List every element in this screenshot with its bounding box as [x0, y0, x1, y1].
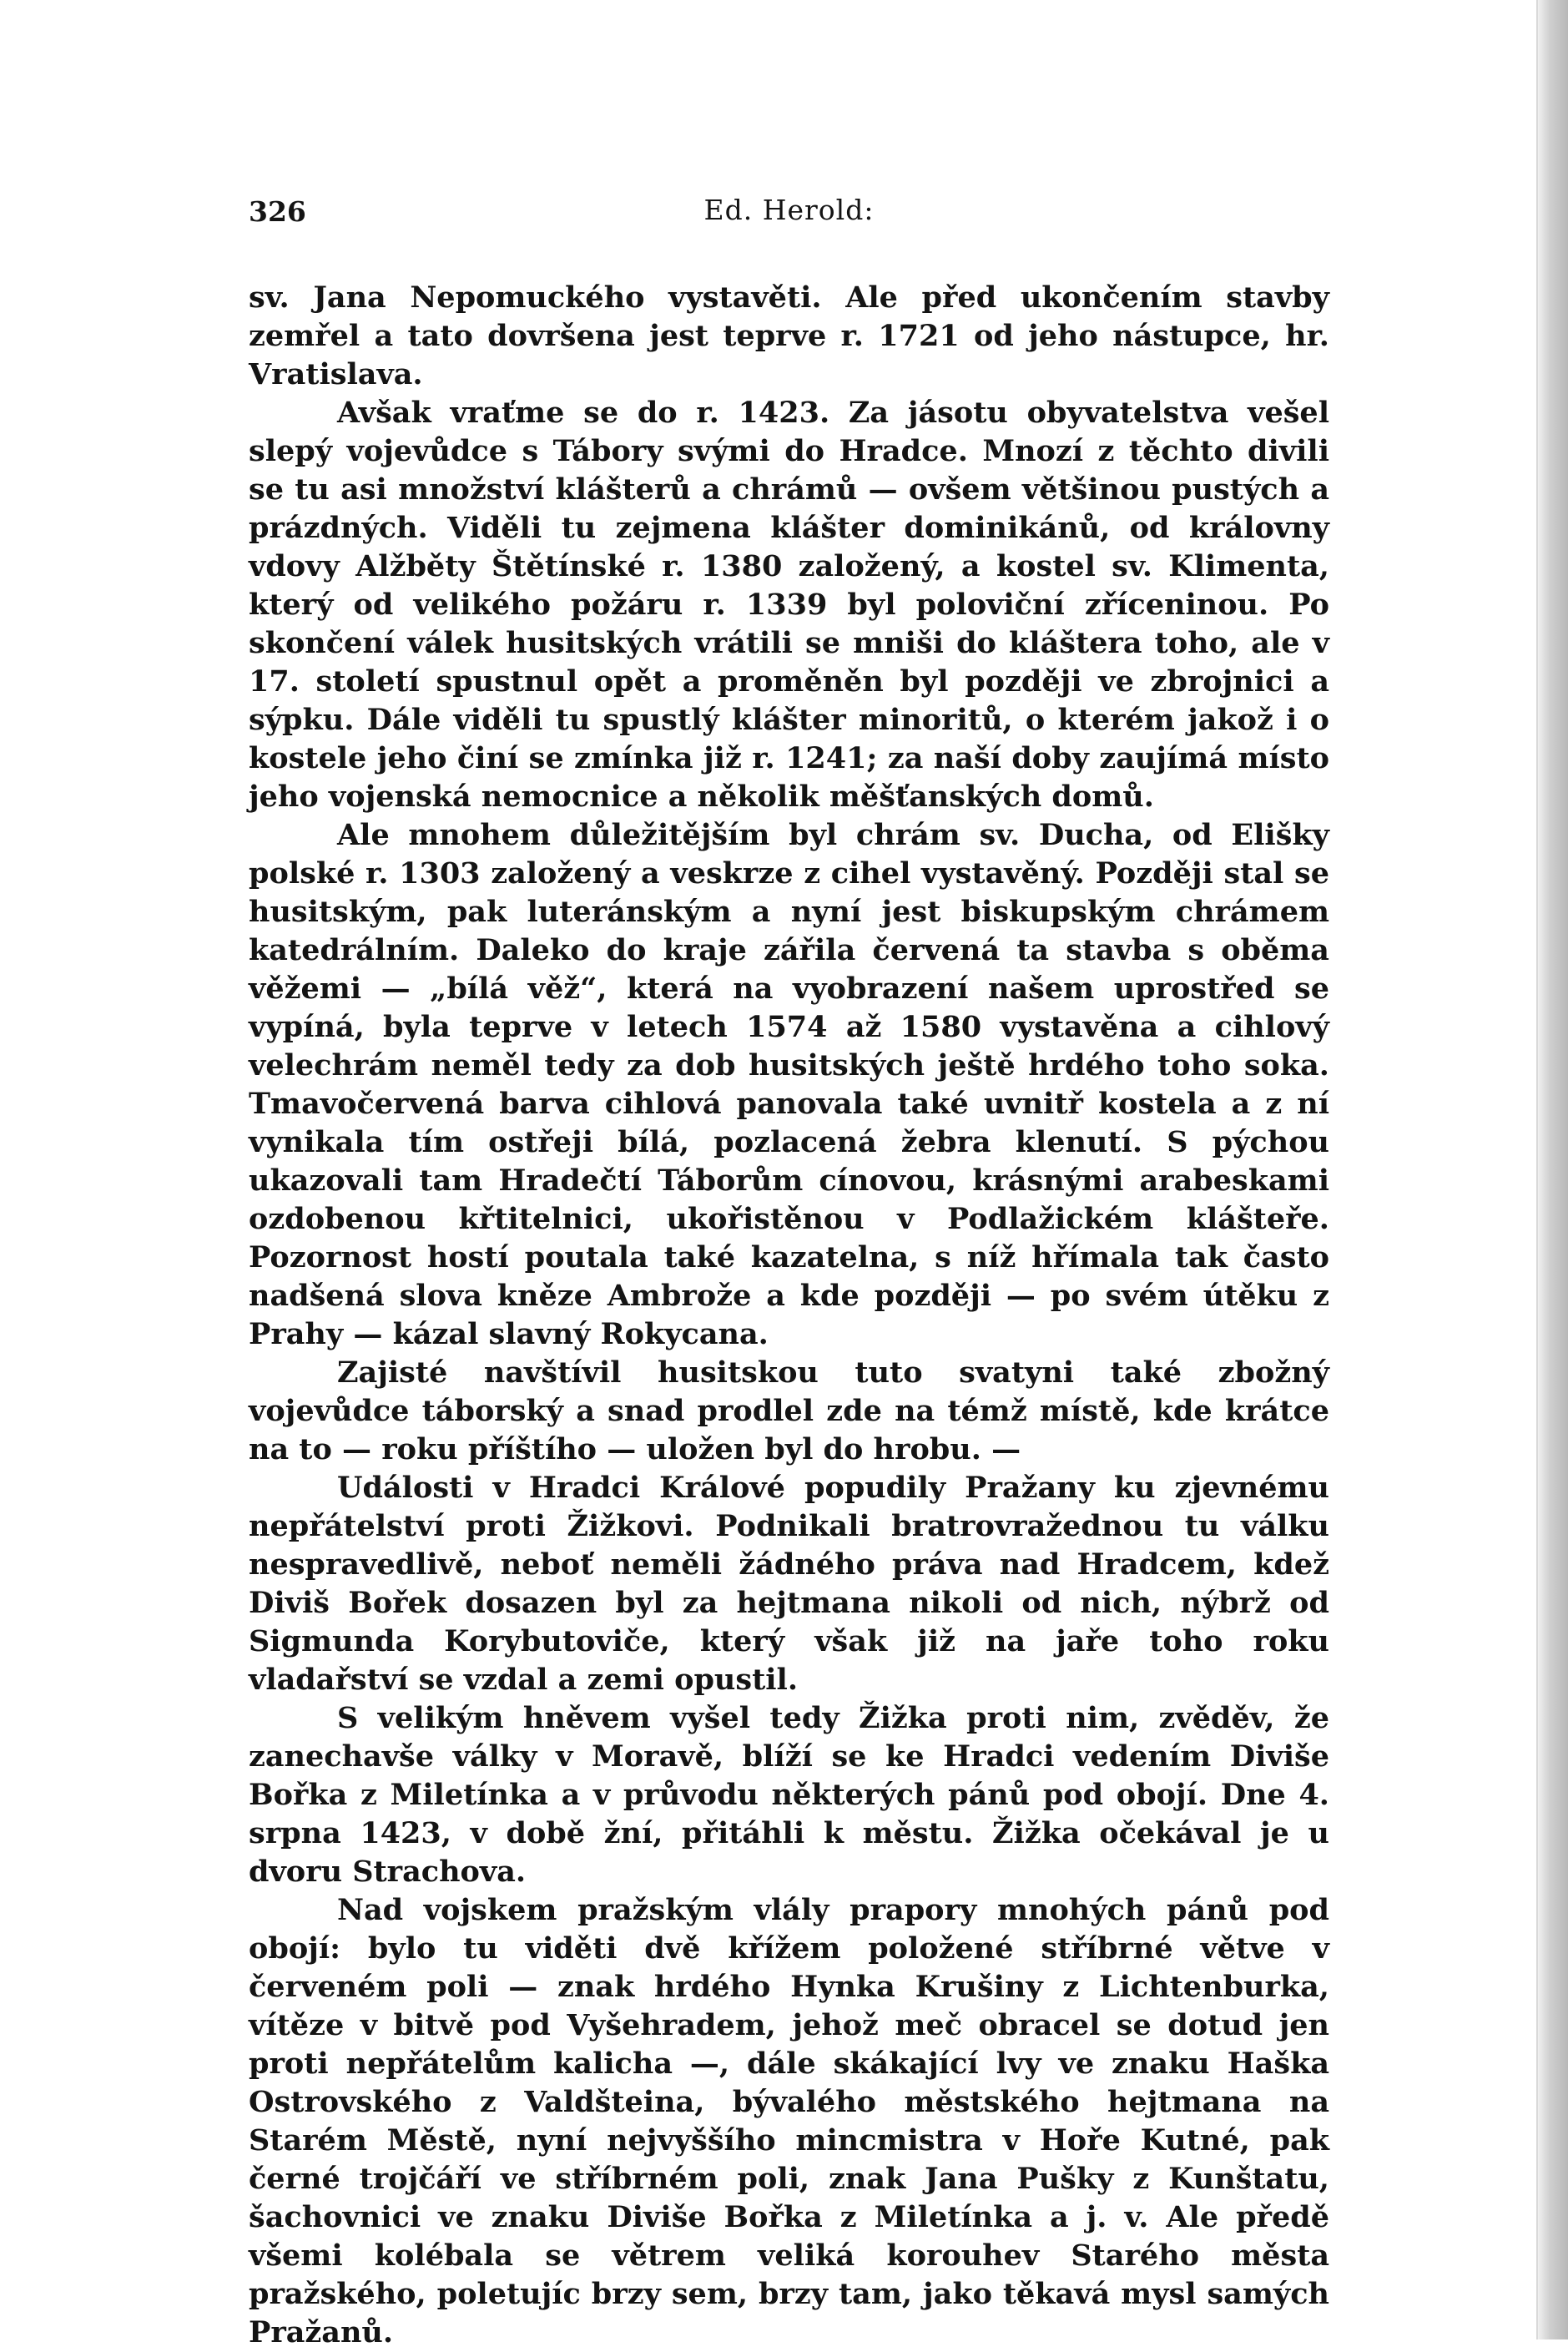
paragraph-7: Nad vojskem pražským vlály prapory mnohých pánů pod obojí: bylo tu viděti dvě křížem položené stříbrné větve v červeném poli — znak hrdého Hynka Krušiny z Lichtenburka, vítěze v bitvě pod Vyšehradem, jehož meč obracel se dotud jen proti nepřátelům kalicha —, dále skákající lvy ve znaku Haška Ostrovského z Valdšteina, bývalého městského hejtmana na Starém Městě, nyní nejvyššího mincmistra v Hoře Kutné, pak černé trojčáří ve stříbrném poli, znak Jana Pušky z Kunštatu, šachovnici ve znaku Diviše Bořka z Miletínka a j. v. Ale předě všemi kolébala se větrem veliká korouhev Starého města pražského, poletujíc brzy sem, brzy tam, jako těkavá mysl samých Pražanů.	[249, 1893, 1329, 2349]
paragraph-1: sv. Jana Nepomuckého vystavěti. Ale před ukončením stavby zemřel a tato dovršena jest teprve r. 1721 od jeho nástupce, hr. Vratislava.	[249, 280, 1329, 391]
page-header	[249, 190, 1329, 240]
paragraph-2: Avšak vraťme se do r. 1423. Za jásotu obyvatelstva vešel slepý vojevůdce s Tábory svými do Hradce. Mnozí z těchto divili se tu asi množství klášterů a chrámů — ovšem většinou pustých a prázdných. Viděli tu zejmena klášter dominikánů, od královny vdovy Alžběty Štětínské r. 1380 založený, a kostel sv. Klimenta, který od velikého požáru r. 1339 byl poloviční zříceninou. Po skončení válek husitských vrátili se mniši do kláštera toho, ale v 17. století spustnul opět a proměněn byl později ve zbrojnici a sýpku. Dále viděli tu spustlý klášter minoritů, o kterém jakož i o kostele jeho činí se zmínka již r. 1241; za naší doby zaujímá místo jeho vojenská nemocnice a několik měšťanských domů.	[249, 396, 1329, 814]
book-page	[249, 190, 1329, 2352]
running-head: Ed. Herold:	[703, 194, 875, 226]
paragraph-3: Ale mnohem důležitějším byl chrám sv. Ducha, od Elišky polské r. 1303 založený a veskrze z cihel vystavěný. Později stal se husitským, pak luteránským a nyní jest biskupským chrámem katedrálním. Daleko do kraje zářila červená ta stavba s oběma věžemi — „bílá věž“, která na vyobrazení našem uprostřed se vypíná, byla teprve v letech 1574 až 1580 vystavěna a cihlový velechrám neměl tedy za dob husitských ještě hrdého toho soka. Tmavočervená barva cihlová panovala také uvnitř kostela a z ní vynikala tím ostřeji bílá, pozlacená žebra klenutí. S pýchou ukazovali tam Hradečtí Táborům cínovou, krásnými arabeskami ozdobenou křtitelnici, ukořistěnou v Podlažickém klášteře. Pozornost hostí poutala také kazatelna, s níž hřímala tak často nadšená slova kněze Ambrože a kde později — po svém útěku z Prahy — kázal slavný Rokycana.	[249, 818, 1329, 1351]
paragraph-4: Zajisté navštívil husitskou tuto svatyni také zbožný vojevůdce táborský a snad prodlel zde na témž místě, kde krátce na to — roku příštího — uložen byl do hrobu. —	[249, 1355, 1329, 1466]
body-text	[249, 279, 1329, 2352]
paragraph-6: S velikým hněvem vyšel tedy Žižka proti nim, zvěděv, že zanechavše války v Moravě, blíží se ke Hradci vedením Diviše Bořka z Miletínka a v průvodu některých pánů pod obojí. Dne 4. srpna 1423, v době žní, přitáhli k městu. Žižka očekával je u dvoru Strachova.	[249, 1701, 1329, 1889]
page-number: 326	[249, 195, 306, 228]
scan-page-edge	[1538, 0, 1568, 2339]
paragraph-5: Události v Hradci Králové popudily Pražany ku zjevnému nepřátelství proti Žižkovi. Podnikali bratrovražednou tu válku nespravedlivě, neboť neměli žádného práva nad Hradcem, kdež Diviš Bořek dosazen byl za hejtmana nikoli od nich, nýbrž od Sigmunda Korybutoviče, který však již na jaře toho roku vladařství se vzdal a zemi opustil.	[249, 1471, 1329, 1697]
